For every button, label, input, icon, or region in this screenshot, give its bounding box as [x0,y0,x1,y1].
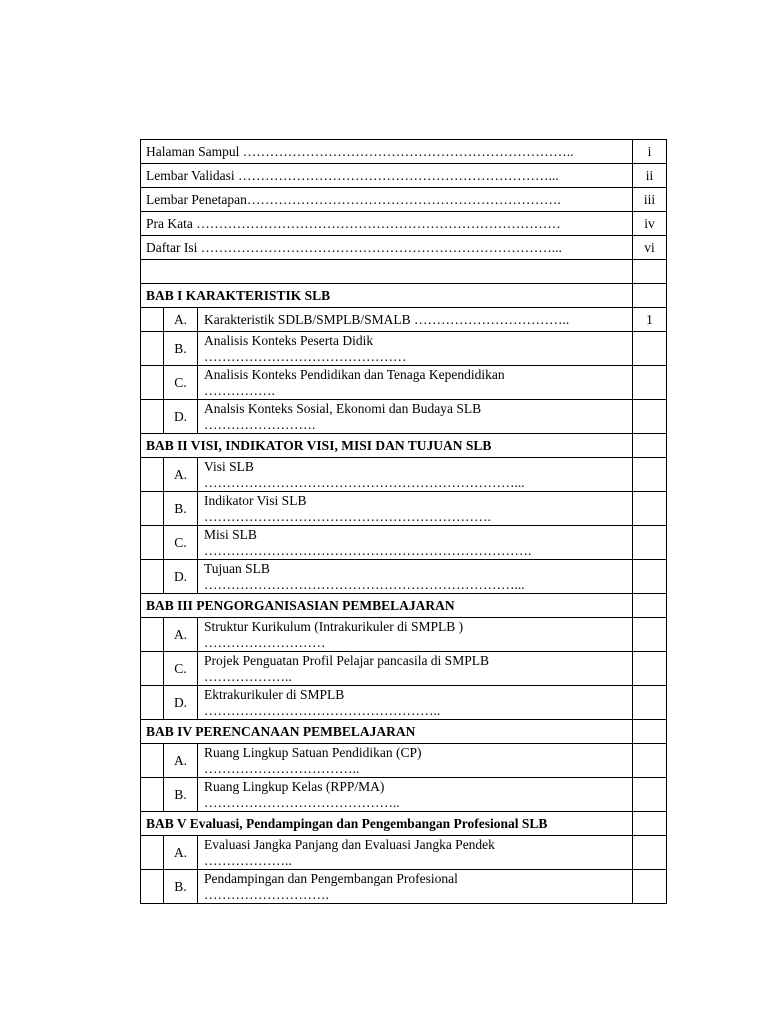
chapter-page [633,594,667,618]
empty-cell [633,260,667,284]
toc-entry-text: Daftar Isi ……………………………………………………………………... [141,236,633,260]
chapter-heading-row [141,720,667,744]
item-text-line2: ……………. [204,382,275,398]
chapter-heading-row [141,594,667,618]
indent-cell [141,526,164,560]
item-letter: A. [164,744,198,778]
toc-item-row [141,618,667,652]
item-letter: D. [164,686,198,720]
item-letter: A. [164,836,198,870]
item-page [633,492,667,526]
toc-front-row [141,188,667,212]
indent-cell [141,492,164,526]
toc-item-row [141,458,667,492]
item-text [198,400,633,434]
item-text-line1: Ruang Lingkup Kelas (RPP/MA) [204,778,385,794]
item-text-line1: Visi SLB [204,458,254,474]
item-text-line1: Analisis Konteks Peserta Didik [204,332,374,348]
item-text-line2: …………………………………………….. [204,702,441,718]
chapter-page [633,720,667,744]
item-page [633,560,667,594]
indent-cell [141,686,164,720]
toc-item-row [141,366,667,400]
indent-cell [141,308,164,332]
toc-entry-page: iii [633,188,667,212]
item-text-line1: Indikator Visi SLB [204,492,307,508]
indent-cell [141,366,164,400]
toc-entry-text: Lembar Penetapan……………………………………………………………. [141,188,633,212]
chapter-page [633,284,667,308]
item-page [633,400,667,434]
item-text [198,870,633,904]
chapter-title: BAB II VISI, INDIKATOR VISI, MISI DAN TUJUAN SLB [141,434,633,458]
item-page [633,836,667,870]
toc-front-row [141,212,667,236]
indent-cell [141,744,164,778]
item-text-line2: ………………………. [204,886,329,902]
empty-cell [141,260,633,284]
indent-cell [141,870,164,904]
toc-item-row [141,560,667,594]
item-text-line2: ……………………………………………………………... [204,474,525,490]
indent-cell [141,332,164,366]
item-text-line2: ………………………………………………………. [204,508,491,524]
indent-cell [141,652,164,686]
toc-front-row [141,164,667,188]
toc-body [141,140,667,904]
item-text-line2: ……………………………………………………………... [204,576,525,592]
chapter-page [633,434,667,458]
item-page [633,778,667,812]
toc-entry-text: Pra Kata ……………………………………………………………………… [141,212,633,236]
item-page [633,652,667,686]
item-text [198,366,633,400]
chapter-title: BAB III PENGORGANISASIAN PEMBELAJARAN [141,594,633,618]
item-letter: A. [164,458,198,492]
item-text-line1: Ruang Lingkup Satuan Pendidikan (CP) [204,744,422,760]
item-text-line2: …………………………….. [204,760,360,776]
toc-item-row [141,526,667,560]
item-text-line1: Ektrakurikuler di SMPLB [204,686,345,702]
table-of-contents [140,139,667,904]
toc-entry-page: iv [633,212,667,236]
item-letter: B. [164,332,198,366]
chapter-title: BAB V Evaluasi, Pendampingan dan Pengembangan Profesional SLB [141,812,633,836]
item-text [198,618,633,652]
item-text [198,526,633,560]
toc-item-row [141,492,667,526]
item-letter: A. [164,308,198,332]
item-text-line1: Struktur Kurikulum (Intrakurikuler di SMPLB ) [204,618,464,634]
item-text-line2: ……………………………………… [204,348,407,364]
item-page [633,870,667,904]
toc-item-row [141,400,667,434]
toc-entry-page: vi [633,236,667,260]
item-text [198,560,633,594]
chapter-page [633,812,667,836]
item-letter: B. [164,870,198,904]
item-letter: C. [164,366,198,400]
chapter-heading-row [141,812,667,836]
item-letter: C. [164,526,198,560]
item-text-line2: ……………………… [204,634,326,650]
item-page [633,458,667,492]
item-letter: B. [164,778,198,812]
item-letter: B. [164,492,198,526]
chapter-title: BAB I KARAKTERISTIK SLB [141,284,633,308]
toc-entry-page: i [633,140,667,164]
item-page [633,686,667,720]
item-text-line2: ……………………. [204,416,316,432]
toc-front-row [141,140,667,164]
item-text [198,686,633,720]
item-letter: C. [164,652,198,686]
toc-entry-page: ii [633,164,667,188]
item-text-line1: Analisis Konteks Pendidikan dan Tenaga Kependidikan [204,366,505,382]
item-text-line2: …………………………………….. [204,794,400,810]
chapter-title: BAB IV PERENCANAAN PEMBELAJARAN [141,720,633,744]
item-page [633,526,667,560]
toc-entry-text: Lembar Validasi ……………………………………………………………... [141,164,633,188]
toc-item-row [141,836,667,870]
chapter-heading-row [141,284,667,308]
item-text [198,492,633,526]
item-text-line1: Misi SLB [204,526,257,542]
item-page [633,332,667,366]
item-letter: D. [164,560,198,594]
indent-cell [141,618,164,652]
item-page: 1 [633,308,667,332]
item-text [198,652,633,686]
toc-entry-text: Halaman Sampul ……………………………………………………………….. [141,140,633,164]
toc-item-row [141,308,667,332]
toc-item-row [141,870,667,904]
item-text-line1: Evaluasi Jangka Panjang dan Evaluasi Jangka Pendek [204,836,495,852]
toc-item-row [141,686,667,720]
item-text-line2: ……………….. [204,852,292,868]
item-text-line1: Karakteristik SDLB/SMPLB/SMALB …………………………….. [204,311,570,327]
chapter-heading-row [141,434,667,458]
item-page [633,366,667,400]
item-text [198,458,633,492]
item-page [633,744,667,778]
item-text [198,308,633,332]
toc-item-row [141,652,667,686]
item-text [198,778,633,812]
item-text-line2: ……………….. [204,668,292,684]
indent-cell [141,836,164,870]
item-text [198,332,633,366]
indent-cell [141,778,164,812]
item-letter: A. [164,618,198,652]
toc-item-row [141,778,667,812]
toc-front-row [141,236,667,260]
item-letter: D. [164,400,198,434]
item-text-line1: Analsis Konteks Sosial, Ekonomi dan Budaya SLB [204,400,482,416]
item-page [633,618,667,652]
item-text [198,744,633,778]
item-text-line1: Projek Penguatan Profil Pelajar pancasila di SMPLB [204,652,489,668]
item-text-line1: Pendampingan dan Pengembangan Profesional [204,870,458,886]
toc-empty-row [141,260,667,284]
item-text [198,836,633,870]
indent-cell [141,400,164,434]
item-text-line1: Tujuan SLB [204,560,270,576]
item-text-line2: ………………………………………………………………. [204,542,532,558]
toc-item-row [141,744,667,778]
indent-cell [141,560,164,594]
indent-cell [141,458,164,492]
toc-item-row [141,332,667,366]
